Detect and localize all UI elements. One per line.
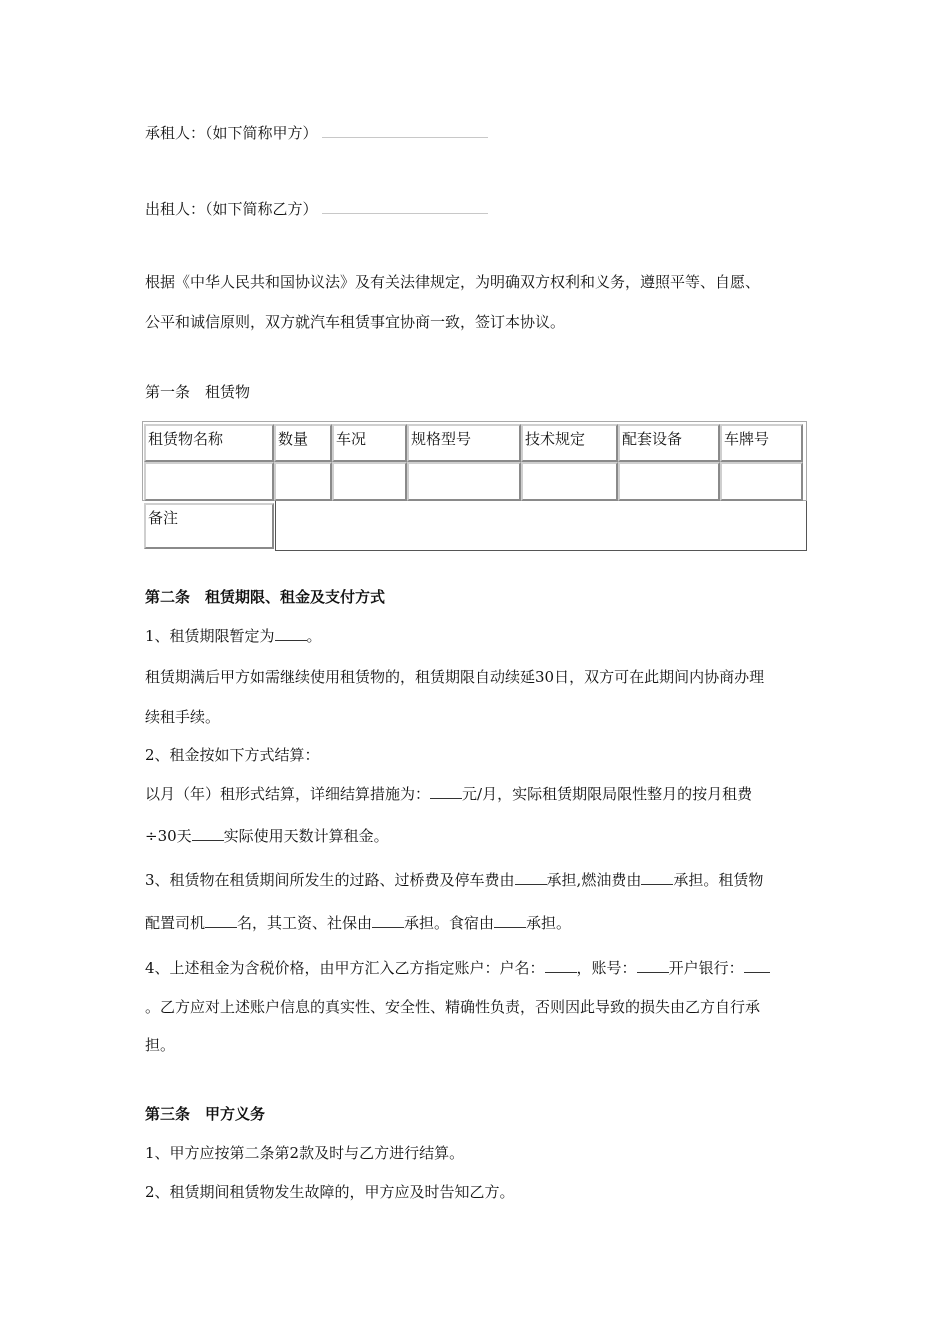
driver-count-blank[interactable] [205,915,237,928]
lodging-party-blank[interactable] [494,915,526,928]
table-cell[interactable] [407,462,521,501]
lease-item-table [142,421,807,552]
header-cell-spec: 技术规定 [521,424,618,462]
account-text: 4、上述租金为含税价格，由甲方汇入乙方指定账户：户名： [145,959,545,977]
salary-text: 名，其工资、社保由 [237,914,373,932]
lessor-line [145,198,488,219]
article2-item1 [145,625,322,646]
lessee-label: 承租人：（如下简称甲方） [145,124,318,142]
lessor-blank[interactable] [322,201,488,214]
article2-item2-line1 [145,783,752,804]
monthly-rent-blank[interactable] [430,786,462,799]
item1-end: 。 [306,627,322,645]
article3-item2: 2、租赁期间租赁物发生故障的，甲方应及时告知乙方。 [145,1183,515,1201]
toll-party-blank[interactable] [515,872,547,885]
remark-label-cell: 备注 [144,503,274,549]
lessee-line [145,122,488,143]
settlement-text-2: 元/月，实际租赁期限局限性整月的按月租费 [462,785,753,803]
intro-line-2: 公平和诚信原则，双方就汽车租赁事宜协商一致，签订本协议。 [145,313,566,331]
article3-item1: 1、甲方应按第二条第2款及时与乙方进行结算。 [145,1144,465,1162]
table-cell[interactable] [618,462,720,501]
account-no-blank[interactable] [637,960,669,973]
intro-line-1: 根据《中华人民共和国协议法》及有关法律规定，为明确双方权利和义务，遵照平等、自愿、 [145,273,761,291]
article2-title: 第二条 租赁期限、租金及支付方式 [145,588,386,606]
bank-text: 开户银行： [668,959,744,977]
bank-blank[interactable] [744,960,770,973]
item1-text: 1、租赁期限暂定为 [145,627,275,645]
table-cell[interactable] [144,462,274,501]
header-cell-model: 规格型号 [407,424,521,462]
table-cell[interactable] [521,462,618,501]
account-name-blank[interactable] [545,960,577,973]
remark-value-cell[interactable] [276,503,804,549]
header-cell-plate: 车牌号 [720,424,803,462]
article2-item1-cont-1: 租赁期满后甲方如需继续使用租赁物的，租赁期限自动续延30日，双方可在此期间内协商办理 [145,668,765,686]
article2-item3-line1 [145,869,763,890]
article1-title: 第一条 租赁物 [145,383,251,401]
article2-item2-line2 [145,825,389,846]
table-cell[interactable] [274,462,332,501]
table-cell[interactable] [720,462,803,501]
driver-text: 配置司机 [145,914,206,932]
lessee-blank[interactable] [322,125,488,138]
daily-text: 实际使用天数计算租金。 [223,827,389,845]
article2-item3-line2 [145,912,571,933]
fuel-party-blank[interactable] [641,872,673,885]
lessor-label: 出租人：（如下简称乙方） [145,200,318,218]
daily-blank[interactable] [192,828,224,841]
article2-item4-line1 [145,957,770,978]
header-cell-name: 租赁物名称 [144,424,274,462]
article2-item2: 2、租金按如下方式结算： [145,746,320,764]
settlement-text: 以月（年）租形式结算，详细结算措施为： [145,785,431,803]
article2-item1-cont-2: 续租手续。 [145,708,221,726]
article2-item4-line3: 担。 [145,1036,176,1054]
table-cell[interactable] [332,462,407,501]
salary-party-blank[interactable] [372,915,404,928]
toll-text: 3、租赁物在租赁期间所发生的过路、过桥费及停车费由 [145,871,515,889]
header-cell-condition: 车况 [332,424,407,462]
fuel-text: 承担,燃油费由 [546,871,642,889]
article3-title: 第三条 甲方义务 [145,1105,266,1123]
account-no-text: ，账号： [576,959,637,977]
lodging-text: 承担。食宿由 [404,914,495,932]
item3-cont-text: 承担。租赁物 [673,871,764,889]
lodging-end: 承担。 [526,914,572,932]
article2-item4-line2: 。乙方应对上述账户信息的真实性、安全性、精确性负责，否则因此导致的损失由乙方自行承 [145,998,761,1016]
lease-term-blank[interactable] [275,628,307,641]
header-cell-qty: 数量 [274,424,332,462]
header-cell-equipment: 配套设备 [618,424,720,462]
divide-text: ÷30天 [145,827,192,845]
